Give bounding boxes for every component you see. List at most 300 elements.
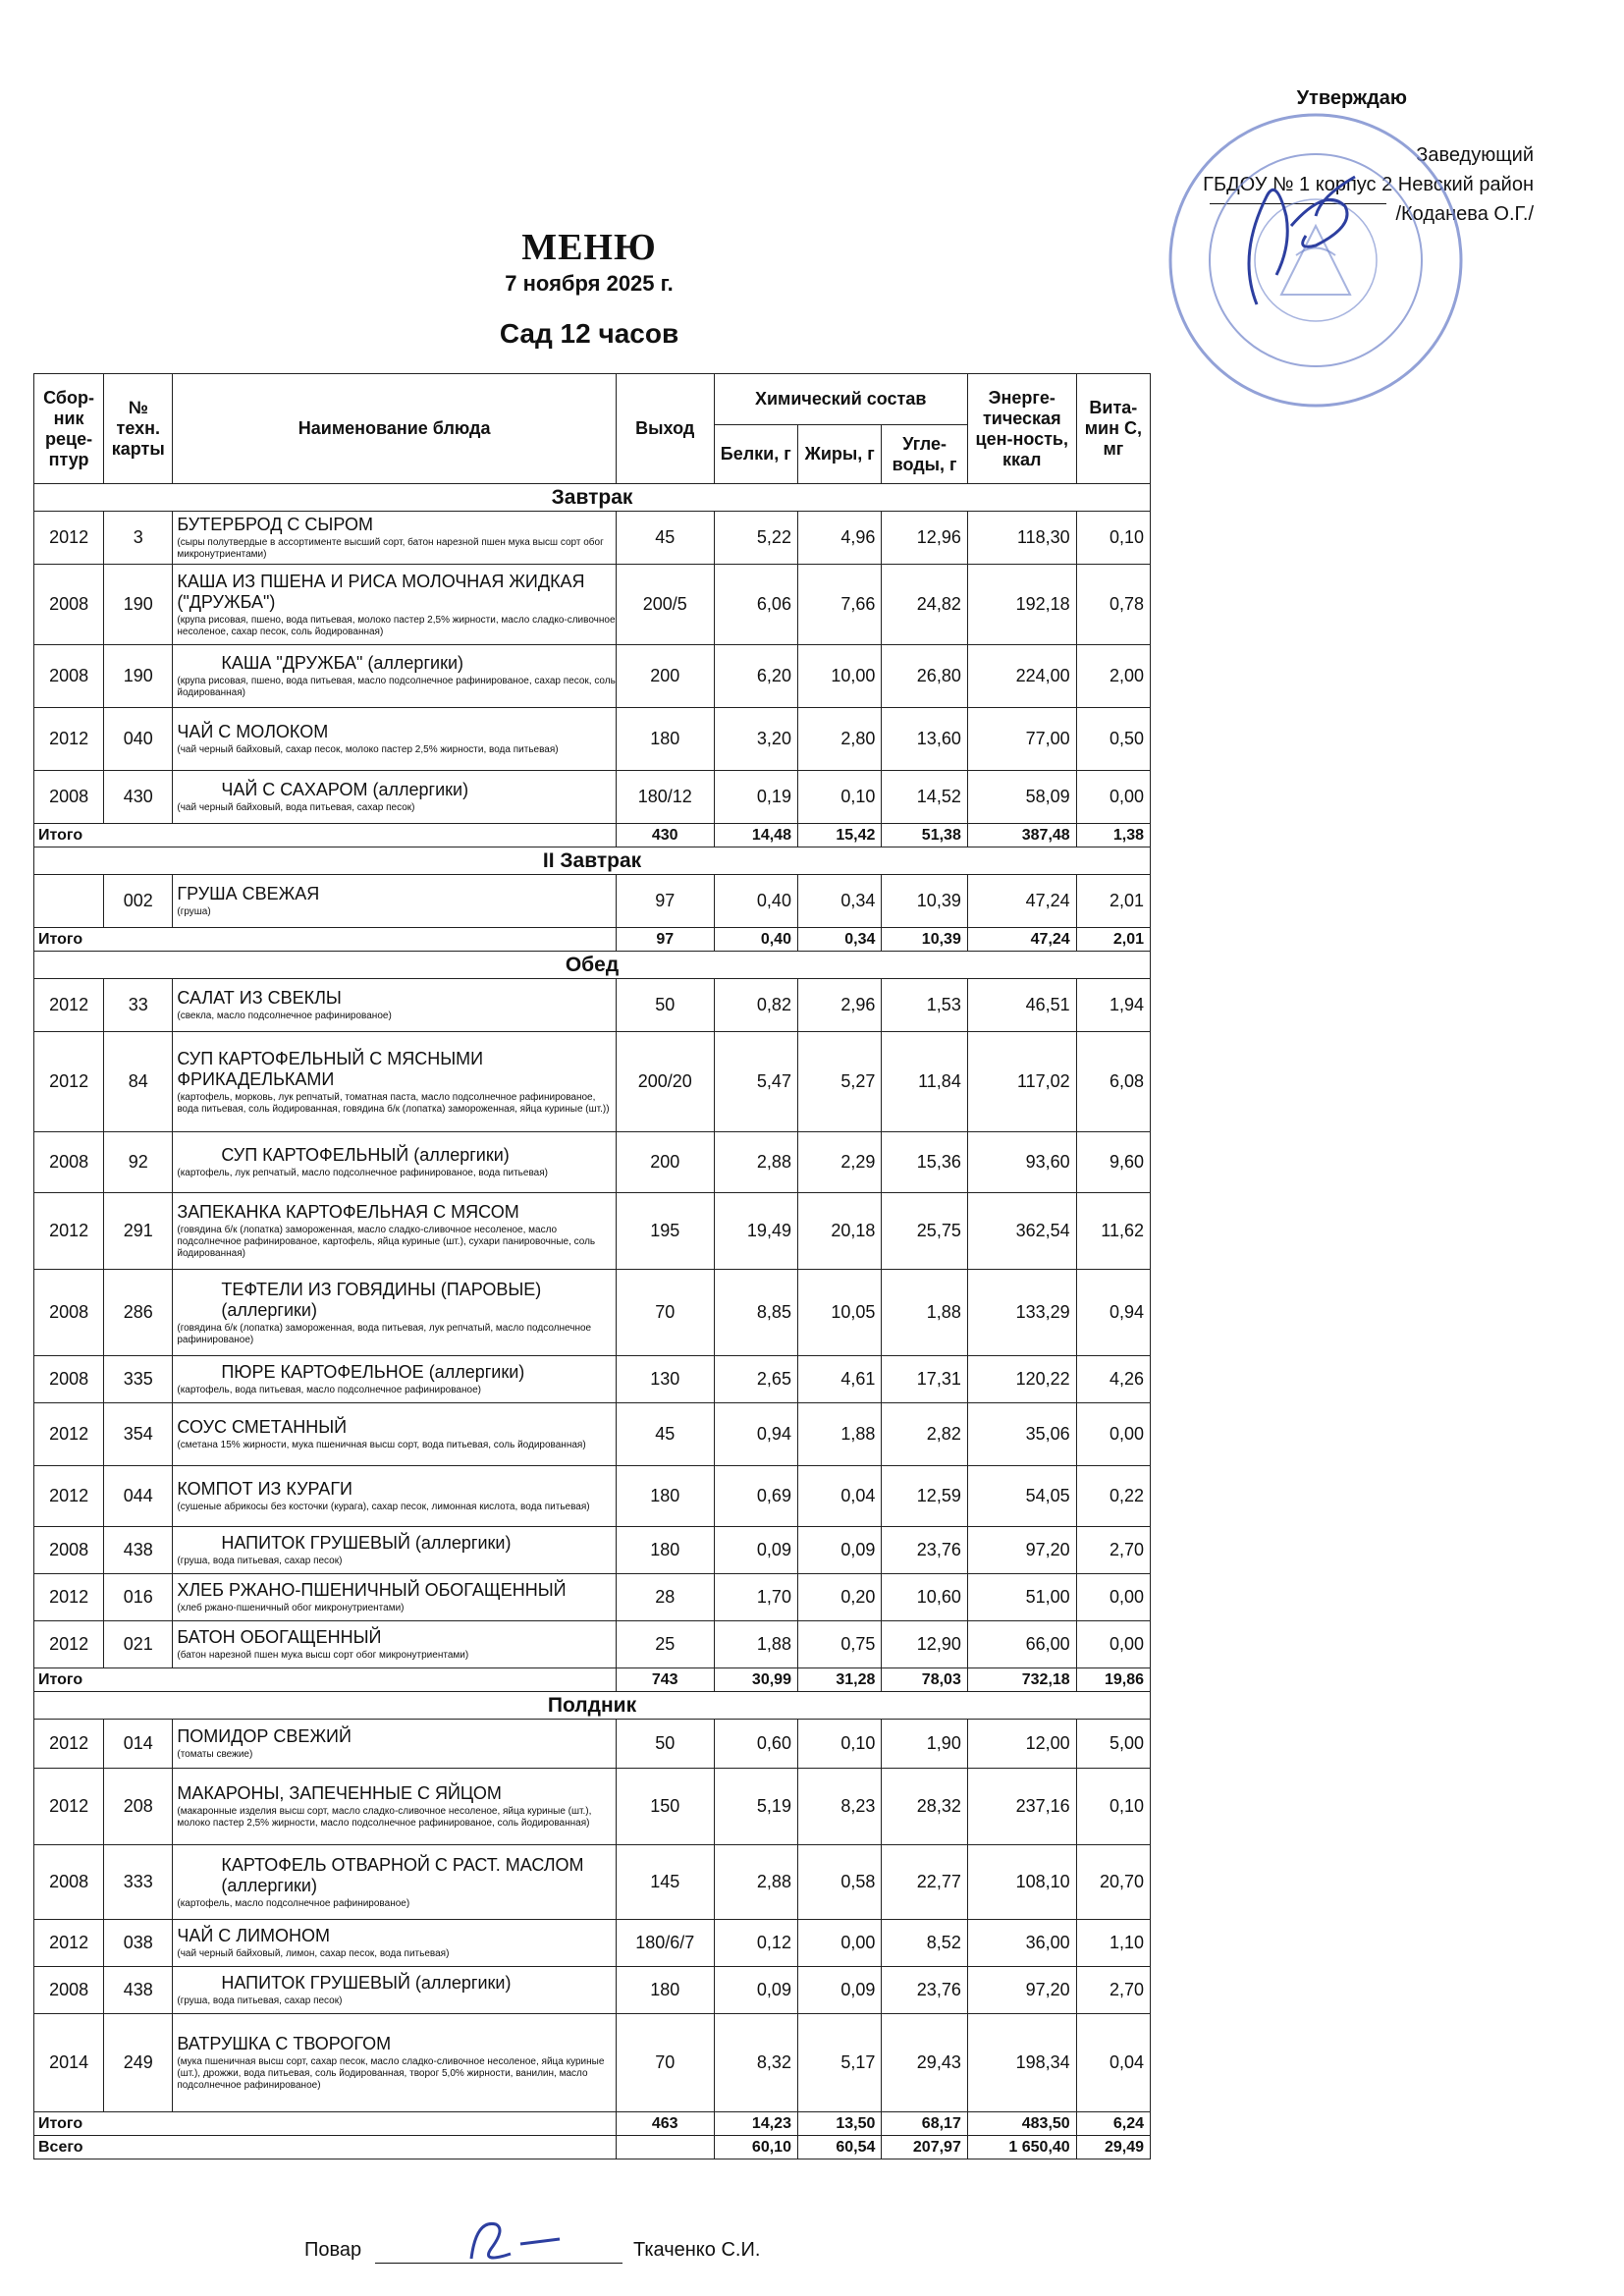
cell-dish <box>173 1845 617 1920</box>
cell-energy: 224,00 <box>967 645 1076 708</box>
cell-output: 150 <box>616 1769 714 1845</box>
cell-fat: 0,09 <box>797 1527 881 1574</box>
dish-name: ЧАЙ С МОЛОКОМ <box>177 722 329 741</box>
table-row <box>34 1845 1151 1920</box>
cell-protein: 6,06 <box>714 565 797 645</box>
cell-energy: 47,24 <box>967 875 1076 928</box>
table-row <box>34 1621 1151 1668</box>
cell-protein: 19,49 <box>714 1193 797 1270</box>
col-dish-name: Наименование блюда <box>173 374 617 484</box>
cell-fat: 0,04 <box>797 1466 881 1527</box>
dish-ingredients: (сметана 15% жирности, мука пшеничная высш сорт, вода питьевая, соль йодированная) <box>177 1440 586 1450</box>
section-header <box>34 484 1151 512</box>
cell-tech-card: 038 <box>104 1920 173 1967</box>
cell-fat: 0,10 <box>797 771 881 824</box>
cell-tech-card: 354 <box>104 1403 173 1466</box>
col-energy: Энерге-тическая цен-ность, ккал <box>967 374 1076 484</box>
cell-protein: 0,19 <box>714 771 797 824</box>
total-row <box>34 824 1151 847</box>
cell-tech-card: 021 <box>104 1621 173 1668</box>
cell-output: 180 <box>616 1967 714 2014</box>
cell-output: 97 <box>616 875 714 928</box>
cell-carbs: 12,59 <box>882 1466 967 1527</box>
total-p: 14,48 <box>714 824 797 847</box>
cell-collection: 2008 <box>34 1356 104 1403</box>
cell-collection: 2008 <box>34 1132 104 1193</box>
col-chemical: Химический состав <box>714 374 967 425</box>
cell-collection: 2012 <box>34 1920 104 1967</box>
total-f: 0,34 <box>797 928 881 952</box>
cell-carbs: 1,53 <box>882 979 967 1032</box>
grand-total-v: 29,49 <box>1076 2136 1150 2159</box>
cell-fat: 2,29 <box>797 1132 881 1193</box>
table-row <box>34 1920 1151 1967</box>
cell-vitamin: 2,01 <box>1076 875 1150 928</box>
cell-collection: 2012 <box>34 1032 104 1132</box>
cell-output: 200/5 <box>616 565 714 645</box>
total-e: 483,50 <box>967 2112 1076 2136</box>
cell-tech-card: 438 <box>104 1527 173 1574</box>
total-v: 19,86 <box>1076 1668 1150 1692</box>
cell-collection: 2012 <box>34 1403 104 1466</box>
total-c: 51,38 <box>882 824 967 847</box>
table-row <box>34 875 1151 928</box>
cell-energy: 93,60 <box>967 1132 1076 1193</box>
cell-energy: 58,09 <box>967 771 1076 824</box>
dish-name: ГРУША СВЕЖАЯ <box>177 884 320 903</box>
cell-protein: 2,65 <box>714 1356 797 1403</box>
col-output: Выход <box>616 374 714 484</box>
cell-output: 180 <box>616 708 714 771</box>
dish-ingredients: (крупа рисовая, пшено, вода питьевая, молоко пастер 2,5% жирности, масло сладко-сливочное несоленое, сахар песок, соль йодированная) <box>177 614 616 637</box>
cell-dish <box>173 875 617 928</box>
dish-name: БАТОН ОБОГАЩЕННЫЙ <box>177 1627 382 1647</box>
cell-output: 180/12 <box>616 771 714 824</box>
cell-vitamin: 0,10 <box>1076 1769 1150 1845</box>
cell-output: 50 <box>616 1720 714 1769</box>
cell-dish <box>173 771 617 824</box>
section-title: Завтрак <box>34 484 1151 512</box>
cell-protein: 3,20 <box>714 708 797 771</box>
total-e: 47,24 <box>967 928 1076 952</box>
page-title: МЕНЮ <box>521 227 657 268</box>
cell-output: 130 <box>616 1356 714 1403</box>
total-v: 6,24 <box>1076 2112 1150 2136</box>
cell-dish <box>173 1466 617 1527</box>
grand-total-label: Всего <box>34 2136 617 2159</box>
table-row <box>34 1527 1151 1574</box>
cell-carbs: 29,43 <box>882 2014 967 2112</box>
total-output: 430 <box>616 824 714 847</box>
cell-vitamin: 2,00 <box>1076 645 1150 708</box>
cell-dish <box>173 708 617 771</box>
dish-ingredients: (картофель, масло подсолнечное рафинированое) <box>177 1897 410 1909</box>
total-f: 13,50 <box>797 2112 881 2136</box>
approver-position: Заведующий <box>1416 144 1534 166</box>
cell-dish <box>173 1193 617 1270</box>
menu-body <box>34 484 1151 2159</box>
cell-dish <box>173 1403 617 1466</box>
cell-tech-card: 33 <box>104 979 173 1032</box>
cell-collection: 2012 <box>34 1574 104 1621</box>
cell-tech-card: 430 <box>104 771 173 824</box>
total-f: 31,28 <box>797 1668 881 1692</box>
cell-fat: 4,96 <box>797 512 881 565</box>
cell-collection: 2008 <box>34 1845 104 1920</box>
cell-vitamin: 20,70 <box>1076 1845 1150 1920</box>
approver-signature-icon <box>1198 157 1384 314</box>
grand-total-row <box>34 2136 1151 2159</box>
cell-collection: 2012 <box>34 708 104 771</box>
cell-tech-card: 3 <box>104 512 173 565</box>
cell-fat: 0,09 <box>797 1967 881 2014</box>
cell-tech-card: 84 <box>104 1032 173 1132</box>
cell-energy: 108,10 <box>967 1845 1076 1920</box>
cell-dish <box>173 2014 617 2112</box>
cell-dish <box>173 1720 617 1769</box>
table-row <box>34 1574 1151 1621</box>
total-e: 732,18 <box>967 1668 1076 1692</box>
dish-ingredients: (мука пшеничная высш сорт, сахар песок, масло сладко-сливочное несоленое, яйца куриные (шт.), дрожжи, вода питьевая, соль йодированная, творог 5,0% жирности, ванилин, масло подсолнечное рафинированое) <box>177 2056 605 2091</box>
total-p: 0,40 <box>714 928 797 952</box>
cell-protein: 0,40 <box>714 875 797 928</box>
cell-energy: 362,54 <box>967 1193 1076 1270</box>
cell-output: 145 <box>616 1845 714 1920</box>
cell-fat: 10,00 <box>797 645 881 708</box>
cell-protein: 1,70 <box>714 1574 797 1621</box>
cell-tech-card: 438 <box>104 1967 173 2014</box>
total-label: Итого <box>34 1668 617 1692</box>
dish-ingredients: (груша, вода питьевая, сахар песок) <box>177 1556 343 1566</box>
dish-ingredients: (макаронные изделия высш сорт, масло сладко-сливочное несоленое, яйца куриные (шт.), молоко пастер 2,5% жирности, масло подсолнечное рафинированое, соль йодированная) <box>177 1806 592 1829</box>
total-c: 68,17 <box>882 2112 967 2136</box>
dish-name: СОУС СМЕТАННЫЙ <box>177 1417 348 1437</box>
cell-fat: 0,75 <box>797 1621 881 1668</box>
dish-ingredients: (говядина б/к (лопатка) замороженная, вода питьевая, лук репчатый, масло подсолнечное рафинированое) <box>177 1322 592 1345</box>
total-output: 463 <box>616 2112 714 2136</box>
dish-name: ВАТРУШКА С ТВОРОГОМ <box>177 2034 392 2053</box>
cell-fat: 7,66 <box>797 565 881 645</box>
total-v: 2,01 <box>1076 928 1150 952</box>
dish-name: ПЮРЕ КАРТОФЕЛЬНОЕ (аллергики) <box>221 1362 525 1382</box>
cell-fat: 0,00 <box>797 1920 881 1967</box>
cell-output: 200 <box>616 1132 714 1193</box>
cell-protein: 0,60 <box>714 1720 797 1769</box>
grand-total-e: 1 650,40 <box>967 2136 1076 2159</box>
dish-name: КАРТОФЕЛЬ ОТВАРНОЙ С РАСТ. МАСЛОМ (аллергики) <box>221 1854 584 1895</box>
grand-total-p: 60,10 <box>714 2136 797 2159</box>
total-p: 14,23 <box>714 2112 797 2136</box>
cell-collection: 2012 <box>34 1193 104 1270</box>
cell-protein: 0,09 <box>714 1967 797 2014</box>
col-carbs: Угле-воды, г <box>882 425 967 484</box>
dish-name: ЧАЙ С ЛИМОНОМ <box>177 1926 331 1945</box>
cell-protein: 1,88 <box>714 1621 797 1668</box>
menu-subtitle: Сад 12 часов <box>499 318 679 349</box>
cell-collection: 2008 <box>34 771 104 824</box>
table-row <box>34 979 1151 1032</box>
total-label: Итого <box>34 928 617 952</box>
cell-protein: 0,69 <box>714 1466 797 1527</box>
cell-vitamin: 0,50 <box>1076 708 1150 771</box>
cell-tech-card: 190 <box>104 645 173 708</box>
dish-ingredients: (картофель, вода питьевая, масло подсолнечное рафинированое) <box>177 1385 481 1395</box>
cell-energy: 198,34 <box>967 2014 1076 2112</box>
cell-protein: 0,09 <box>714 1527 797 1574</box>
total-c: 10,39 <box>882 928 967 952</box>
cell-fat: 2,96 <box>797 979 881 1032</box>
cell-fat: 5,27 <box>797 1032 881 1132</box>
cell-vitamin: 4,26 <box>1076 1356 1150 1403</box>
dish-name: КАША ИЗ ПШЕНА И РИСА МОЛОЧНАЯ ЖИДКАЯ ("ДРУЖБА") <box>177 571 585 612</box>
cell-carbs: 12,96 <box>882 512 967 565</box>
section-title: II Завтрак <box>34 847 1151 875</box>
cell-carbs: 2,82 <box>882 1403 967 1466</box>
dish-name: КАША "ДРУЖБА" (аллергики) <box>221 653 463 673</box>
cell-dish <box>173 1356 617 1403</box>
total-label: Итого <box>34 824 617 847</box>
cook-label: Повар <box>304 2239 362 2261</box>
table-row <box>34 1403 1151 1466</box>
cell-carbs: 25,75 <box>882 1193 967 1270</box>
table-row <box>34 1720 1151 1769</box>
cell-collection: 2008 <box>34 645 104 708</box>
table-row <box>34 645 1151 708</box>
cell-tech-card: 190 <box>104 565 173 645</box>
total-output: 743 <box>616 1668 714 1692</box>
dish-ingredients: (чай черный байховый, вода питьевая, сахар песок) <box>177 802 415 813</box>
cell-fat: 0,58 <box>797 1845 881 1920</box>
cell-vitamin: 1,94 <box>1076 979 1150 1032</box>
cell-tech-card: 044 <box>104 1466 173 1527</box>
dish-name: КОМПОТ ИЗ КУРАГИ <box>177 1479 352 1499</box>
dish-ingredients: (сыры полутвердые в ассортименте высший сорт, батон нарезной пшен мука высш сорт обог микронутриентами) <box>177 537 604 560</box>
approver-organization: ГБДОУ № 1 корпус 2 Невский район <box>1203 174 1534 195</box>
cell-energy: 120,22 <box>967 1356 1076 1403</box>
col-vitamin: Вита-мин С, мг <box>1076 374 1150 484</box>
cell-dish <box>173 1621 617 1668</box>
table-row <box>34 1356 1151 1403</box>
dish-ingredients: (томаты свежие) <box>177 1749 253 1760</box>
cell-tech-card: 249 <box>104 2014 173 2112</box>
cell-collection: 2014 <box>34 2014 104 2112</box>
cell-energy: 51,00 <box>967 1574 1076 1621</box>
cell-tech-card: 014 <box>104 1720 173 1769</box>
cell-energy: 133,29 <box>967 1270 1076 1356</box>
cell-tech-card: 333 <box>104 1845 173 1920</box>
cell-dish <box>173 1920 617 1967</box>
cell-collection: 2012 <box>34 512 104 565</box>
grand-total-f: 60,54 <box>797 2136 881 2159</box>
cell-carbs: 11,84 <box>882 1032 967 1132</box>
table-row <box>34 1032 1151 1132</box>
cell-fat: 0,34 <box>797 875 881 928</box>
cell-output: 200 <box>616 645 714 708</box>
cell-output: 180 <box>616 1527 714 1574</box>
table-row <box>34 1967 1151 2014</box>
cell-fat: 2,80 <box>797 708 881 771</box>
cell-energy: 117,02 <box>967 1032 1076 1132</box>
dish-ingredients: (свекла, масло подсолнечное рафинированое) <box>177 1011 392 1021</box>
table-row <box>34 1193 1151 1270</box>
table-row <box>34 512 1151 565</box>
cell-fat: 8,23 <box>797 1769 881 1845</box>
cell-carbs: 26,80 <box>882 645 967 708</box>
cell-collection: 2012 <box>34 979 104 1032</box>
cell-collection: 2012 <box>34 1466 104 1527</box>
dish-ingredients: (чай черный байховый, лимон, сахар песок, вода питьевая) <box>177 1948 450 1959</box>
section-title: Обед <box>34 952 1151 979</box>
cell-collection <box>34 875 104 928</box>
cell-output: 50 <box>616 979 714 1032</box>
cell-protein: 5,19 <box>714 1769 797 1845</box>
cook-name: Ткаченко С.И. <box>633 2239 761 2261</box>
cell-energy: 54,05 <box>967 1466 1076 1527</box>
cell-collection: 2008 <box>34 1967 104 2014</box>
cell-protein: 5,47 <box>714 1032 797 1132</box>
cell-protein: 8,32 <box>714 2014 797 2112</box>
cell-tech-card: 040 <box>104 708 173 771</box>
cell-vitamin: 0,94 <box>1076 1270 1150 1356</box>
dish-ingredients: (сушеные абрикосы без косточки (курага), сахар песок, лимонная кислота, вода питьевая) <box>177 1502 590 1512</box>
dish-ingredients: (чай черный байховый, сахар песок, молоко пастер 2,5% жирности, вода питьевая) <box>177 744 559 755</box>
cell-energy: 97,20 <box>967 1967 1076 2014</box>
cell-carbs: 14,52 <box>882 771 967 824</box>
col-protein: Белки, г <box>714 425 797 484</box>
cell-collection: 2012 <box>34 1621 104 1668</box>
total-f: 15,42 <box>797 824 881 847</box>
cell-vitamin: 0,22 <box>1076 1466 1150 1527</box>
total-p: 30,99 <box>714 1668 797 1692</box>
cell-energy: 66,00 <box>967 1621 1076 1668</box>
cell-protein: 0,12 <box>714 1920 797 1967</box>
col-collection: Сбор-ник реце-птур <box>34 374 104 484</box>
cell-collection: 2008 <box>34 1270 104 1356</box>
cell-dish <box>173 1574 617 1621</box>
cell-output: 28 <box>616 1574 714 1621</box>
cell-output: 195 <box>616 1193 714 1270</box>
total-label: Итого <box>34 2112 617 2136</box>
cell-dish <box>173 1967 617 2014</box>
cell-carbs: 28,32 <box>882 1769 967 1845</box>
dish-name: НАПИТОК ГРУШЕВЫЙ (аллергики) <box>221 1973 512 1993</box>
cell-energy: 118,30 <box>967 512 1076 565</box>
table-row <box>34 1132 1151 1193</box>
cell-protein: 0,94 <box>714 1403 797 1466</box>
cell-energy: 237,16 <box>967 1769 1076 1845</box>
cell-vitamin: 0,00 <box>1076 771 1150 824</box>
cell-tech-card: 335 <box>104 1356 173 1403</box>
cell-output: 70 <box>616 1270 714 1356</box>
cell-output: 70 <box>616 2014 714 2112</box>
cell-carbs: 10,60 <box>882 1574 967 1621</box>
table-row <box>34 1466 1151 1527</box>
total-row <box>34 2112 1151 2136</box>
approve-label: Утверждаю <box>1296 87 1407 109</box>
table-row <box>34 2014 1151 2112</box>
cell-output: 180 <box>616 1466 714 1527</box>
table-row <box>34 771 1151 824</box>
cell-collection: 2008 <box>34 565 104 645</box>
table-row <box>34 1270 1151 1356</box>
cell-output: 45 <box>616 1403 714 1466</box>
grand-total-c: 207,97 <box>882 2136 967 2159</box>
cell-vitamin: 0,04 <box>1076 2014 1150 2112</box>
dish-ingredients: (крупа рисовая, пшено, вода питьевая, масло подсолнечное рафинированое, сахар песок, соль йодированная) <box>177 676 616 698</box>
cell-fat: 1,88 <box>797 1403 881 1466</box>
cell-fat: 10,05 <box>797 1270 881 1356</box>
dish-ingredients: (груша) <box>177 906 211 917</box>
dish-name: БУТЕРБРОД С СЫРОМ <box>177 515 373 534</box>
cell-vitamin: 0,10 <box>1076 512 1150 565</box>
cell-vitamin: 0,00 <box>1076 1621 1150 1668</box>
cell-energy: 77,00 <box>967 708 1076 771</box>
cell-fat: 0,10 <box>797 1720 881 1769</box>
cell-carbs: 8,52 <box>882 1920 967 1967</box>
dish-name: ПОМИДОР СВЕЖИЙ <box>177 1726 352 1746</box>
cell-tech-card: 92 <box>104 1132 173 1193</box>
table-row <box>34 1769 1151 1845</box>
cell-vitamin: 11,62 <box>1076 1193 1150 1270</box>
cell-collection: 2012 <box>34 1720 104 1769</box>
cell-carbs: 10,39 <box>882 875 967 928</box>
cell-fat: 4,61 <box>797 1356 881 1403</box>
cell-vitamin: 1,10 <box>1076 1920 1150 1967</box>
cell-protein: 0,82 <box>714 979 797 1032</box>
total-output: 97 <box>616 928 714 952</box>
cell-energy: 35,06 <box>967 1403 1076 1466</box>
cell-vitamin: 2,70 <box>1076 1967 1150 2014</box>
dish-name: ХЛЕБ РЖАНО-ПШЕНИЧНЫЙ ОБОГАЩЕННЫЙ <box>177 1580 567 1600</box>
total-e: 387,48 <box>967 824 1076 847</box>
cell-dish <box>173 1270 617 1356</box>
cell-dish <box>173 565 617 645</box>
cell-dish <box>173 1769 617 1845</box>
section-title: Полдник <box>34 1692 1151 1720</box>
cell-energy: 12,00 <box>967 1720 1076 1769</box>
cook-signature-icon <box>452 2210 599 2269</box>
dish-ingredients: (батон нарезной пшен мука высш сорт обог микронутриентами) <box>177 1650 469 1661</box>
cell-energy: 97,20 <box>967 1527 1076 1574</box>
approver-name: /Коданева О.Г./ <box>1395 203 1534 225</box>
cell-carbs: 22,77 <box>882 1845 967 1920</box>
dish-name: СУП КАРТОФЕЛЬНЫЙ С МЯСНЫМИ ФРИКАДЕЛЬКАМИ <box>177 1048 484 1089</box>
dish-name: ЗАПЕКАНКА КАРТОФЕЛЬНАЯ С МЯСОМ <box>177 1202 519 1222</box>
cell-fat: 20,18 <box>797 1193 881 1270</box>
cell-carbs: 17,31 <box>882 1356 967 1403</box>
cell-vitamin: 0,78 <box>1076 565 1150 645</box>
dish-name: ЧАЙ С САХАРОМ (аллергики) <box>221 780 469 799</box>
table-row <box>34 708 1151 771</box>
cell-tech-card: 002 <box>104 875 173 928</box>
cell-carbs: 1,88 <box>882 1270 967 1356</box>
cell-vitamin: 9,60 <box>1076 1132 1150 1193</box>
menu-table <box>33 373 1151 2159</box>
section-header <box>34 847 1151 875</box>
cell-vitamin: 6,08 <box>1076 1032 1150 1132</box>
dish-name: СУП КАРТОФЕЛЬНЫЙ (аллергики) <box>221 1145 510 1165</box>
dish-name: САЛАТ ИЗ СВЕКЛЫ <box>177 988 342 1008</box>
cell-protein: 5,22 <box>714 512 797 565</box>
cell-protein: 2,88 <box>714 1132 797 1193</box>
dish-name: ТЕФТЕЛИ ИЗ ГОВЯДИНЫ (ПАРОВЫЕ) (аллергики) <box>221 1279 542 1320</box>
cell-energy: 192,18 <box>967 565 1076 645</box>
dish-ingredients: (груша, вода питьевая, сахар песок) <box>177 1995 343 2006</box>
cell-protein: 2,88 <box>714 1845 797 1920</box>
cell-vitamin: 0,00 <box>1076 1574 1150 1621</box>
cell-tech-card: 291 <box>104 1193 173 1270</box>
grand-total-output <box>616 2136 714 2159</box>
